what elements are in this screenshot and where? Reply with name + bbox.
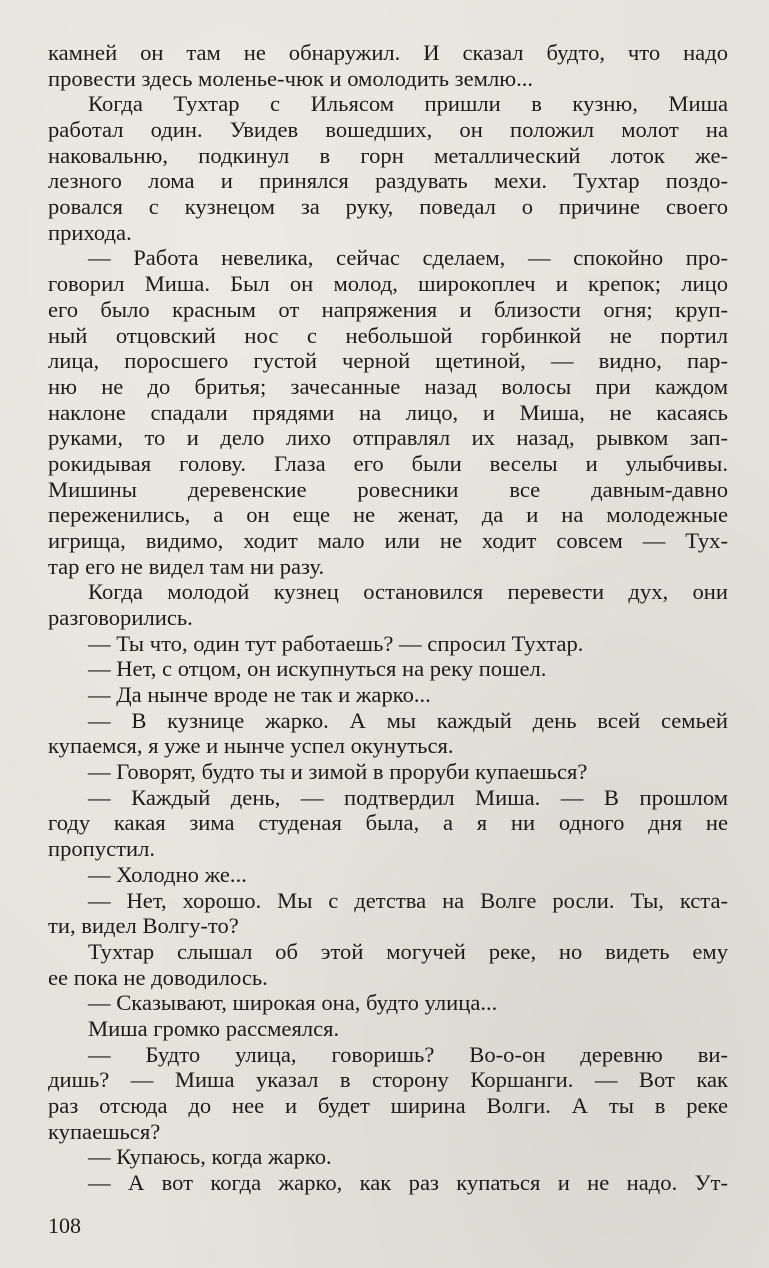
- text-line: переженились, а он еще не женат, да и на молодежные: [48, 502, 728, 528]
- text-line: камней он там не обнаружил. И сказал будто, что надо: [48, 40, 728, 65]
- text-line: прихода.: [48, 219, 132, 245]
- page-number: 108: [48, 1213, 81, 1238]
- text-line: пропустил.: [48, 836, 155, 862]
- text-line: говорил Миша. Был он молод, широкоплеч и крепок; лицо: [48, 271, 728, 297]
- text-line: раз отсюда до нее и будет ширина Волги. А ты в реке: [48, 1092, 728, 1118]
- text-line: его было красным от напряжения и близости огня; круп-: [48, 296, 728, 322]
- text-line: Когда молодой кузнец остановился перевести дух, они: [88, 579, 728, 605]
- text-line: — Будто улица, говоришь? Во-о-он деревню ви-: [88, 1041, 728, 1067]
- text-line: — Каждый день, — подтвердил Миша. — В прошлом: [88, 784, 728, 810]
- text-line: наклоне спадали прядями на лицо, и Миша, не касаясь: [48, 399, 728, 425]
- text-line: лезного лома и принялся раздувать мехи. Тухтар поздо-: [48, 168, 728, 194]
- text-line: — Сказывают, широкая она, будто улица...: [88, 990, 498, 1016]
- text-line: игрища, видимо, ходит мало или не ходит совсем — Тух-: [48, 527, 728, 553]
- book-page-text: [48, 40, 728, 1220]
- text-line: — Холодно же...: [88, 861, 247, 887]
- text-line: наковальню, подкинул в горн металлический лоток же-: [48, 142, 728, 168]
- text-line: — Нет, с отцом, он искупнуться на реку пошел.: [88, 656, 547, 682]
- text-line: — Да нынче вроде не так и жарко...: [88, 682, 431, 708]
- text-line: Тухтар слышал об этой могучей реке, но видеть ему: [88, 938, 728, 964]
- text-line: — А вот когда жарко, как раз купаться и не надо. Ут-: [88, 1170, 728, 1195]
- text-line: ню не до бритья; зачесанные назад волосы при каждом: [48, 373, 728, 399]
- text-line: — Работа невелика, сейчас сделаем, — спокойно про-: [88, 245, 728, 271]
- text-line: — Говорят, будто ты и зимой в проруби купаешься?: [88, 759, 588, 785]
- text-line: руками, то и дело лихо отправлял их назад, рывком зап-: [48, 425, 728, 451]
- text-line: ровался с кузнецом за руку, поведал о причине своего: [48, 194, 728, 220]
- text-line: разговорились.: [48, 605, 193, 630]
- text-line: лица, поросшего густой черной щетиной, — видно, пар-: [48, 348, 728, 374]
- text-line: тар его не видел там ни разу.: [48, 553, 325, 579]
- text-line: — Ты что, один тут работаешь? — спросил Тухтар.: [88, 630, 584, 656]
- text-line: рокидывая голову. Глаза его были веселы и улыбчивы.: [48, 450, 728, 476]
- text-line: ее пока не доводилось.: [48, 964, 268, 990]
- text-line: году какая зима студеная была, а я ни одного дня не: [48, 810, 728, 836]
- text-line: Миша громко рассмеялся.: [88, 1015, 340, 1041]
- text-line: дишь? — Миша указал в сторону Коршанги. — Вот как: [48, 1067, 728, 1093]
- text-line: Когда Тухтар с Ильясом пришли в кузню, Миша: [88, 91, 728, 117]
- text-line: купаемся, я уже и нынче успел окунуться.: [48, 733, 454, 759]
- text-line: ный отцовский нос с небольшой горбинкой не портил: [48, 322, 728, 348]
- text-line: — Купаюсь, когда жарко.: [88, 1144, 332, 1170]
- text-line: ти, видел Волгу-то?: [48, 913, 239, 939]
- text-line: — Нет, хорошо. Мы с детства на Волге росли. Ты, кста-: [88, 887, 728, 913]
- text-line: провести здесь моленье-чюк и омолодить землю...: [48, 65, 534, 91]
- text-line: работал один. Увидев вошедших, он положил молот на: [48, 117, 728, 143]
- text-line: купаешься?: [48, 1118, 161, 1144]
- text-line: Мишины деревенские ровесники все давным-давно: [48, 476, 728, 502]
- text-line: — В кузнице жарко. А мы каждый день всей семьей: [88, 707, 728, 733]
